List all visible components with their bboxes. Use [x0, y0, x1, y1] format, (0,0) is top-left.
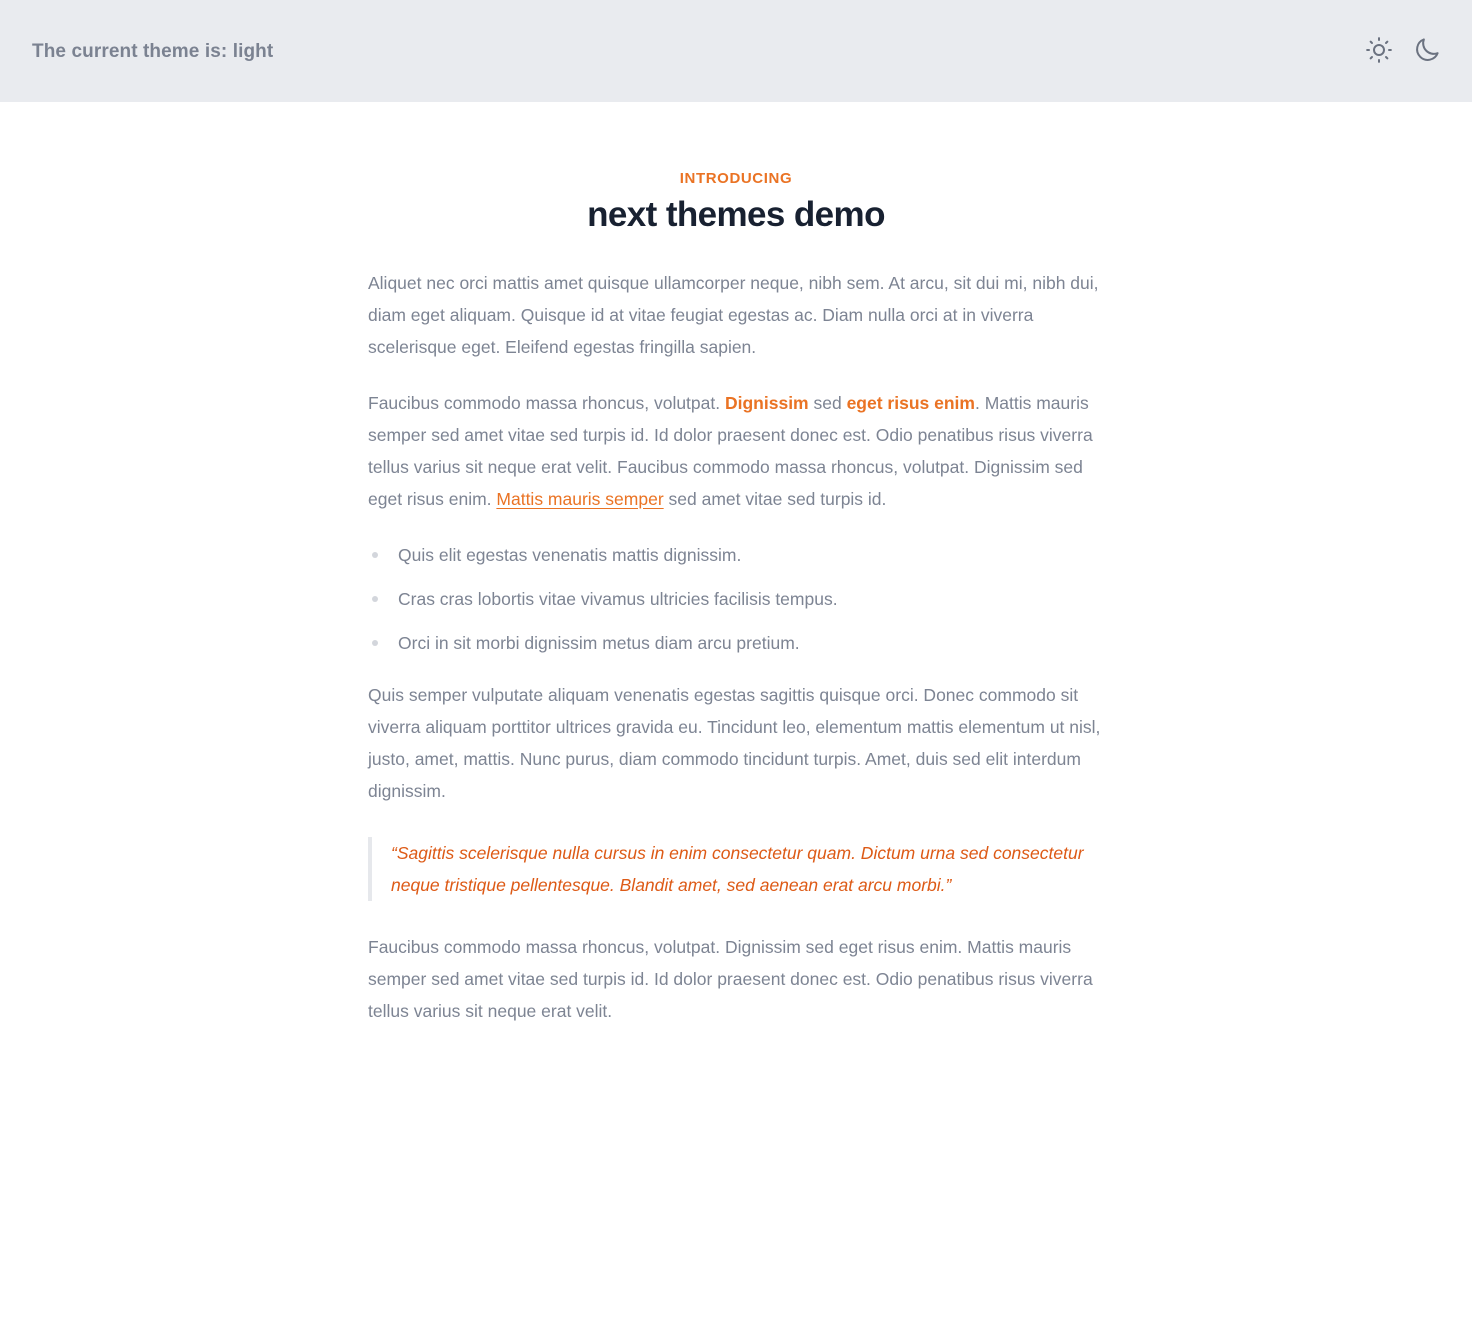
- list-item-text: Orci in sit morbi dignissim metus diam arcu pretium.: [398, 633, 800, 653]
- list-item-text: Quis elit egestas venenatis mattis dignissim.: [398, 545, 742, 565]
- bullet-icon: [372, 552, 378, 558]
- eyebrow-label: INTRODUCING: [679, 170, 793, 187]
- current-theme-label: The current theme is: light: [32, 41, 274, 62]
- highlight-text: Dignissim: [724, 393, 809, 413]
- paragraph-closing: Faucibus commodo massa rhoncus, volutpat. Dignissim sed eget risus enim. Mattis mauris semper sed amet vitae sed turpis id. Id dolor praesent donec est. Odio penatibus risus viverra tellus varius sit neque erat velit.: [368, 937, 1093, 1021]
- inline-link[interactable]: Mattis mauris semper: [496, 489, 664, 509]
- highlight-text: eget risus enim: [846, 393, 975, 413]
- theme-switcher: [1364, 36, 1442, 66]
- list-item: [368, 627, 1104, 659]
- moon-icon: [1412, 35, 1442, 68]
- page-title: next themes demo: [587, 195, 885, 234]
- bullet-list: [368, 539, 1104, 659]
- top-bar: [0, 0, 1472, 102]
- text: Faucibus commodo massa rhoncus, volutpat.: [368, 393, 725, 413]
- dark-theme-button[interactable]: [1412, 36, 1442, 66]
- bullet-icon: [372, 596, 378, 602]
- bullet-icon: [372, 640, 378, 646]
- list-item: [368, 583, 1104, 615]
- light-theme-button[interactable]: [1364, 36, 1394, 66]
- text: sed amet vitae sed turpis id.: [663, 489, 887, 509]
- list-item: [368, 539, 1104, 571]
- text: . Mattis mauris semper sed amet vitae sed turpis id. Id dolor praesent donec est. Odio penatibus risus viverra tellus varius sit neque erat velit. Faucibus commodo massa rhoncus, volutpat. Dignissim sed eget risus enim.: [368, 393, 1093, 509]
- paragraph-highlights: [368, 387, 1104, 515]
- sun-icon: [1364, 35, 1394, 68]
- paragraph-body: Quis semper vulputate aliquam venenatis egestas sagittis quisque orci. Donec commodo sit viverra aliquam porttitor ultrices gravida eu. Tincidunt leo, elementum mattis elementum ut nisl, justo, amet, mattis. Nunc purus, diam commodo tincidunt turpis. Amet, duis sed elit interdum dignissim.: [368, 685, 1101, 801]
- quote-text: “Sagittis scelerisque nulla cursus in enim consectetur quam. Dictum urna sed consectetur neque tristique pellentesque. Blandit amet, sed aenean erat arcu morbi.”: [391, 843, 1084, 895]
- text: sed: [808, 393, 847, 413]
- paragraph-intro: Aliquet nec orci mattis amet quisque ullamcorper neque, nibh sem. At arcu, sit dui mi, nibh dui, diam eget aliquam. Quisque id at vitae feugiat egestas ac. Diam nulla orci at in viverra scelerisque eget. Eleifend egestas fringilla sapien.: [368, 273, 1099, 357]
- blockquote: [368, 837, 1104, 901]
- list-item-text: Cras cras lobortis vitae vivamus ultricies facilisis tempus.: [398, 589, 838, 609]
- article: [368, 102, 1104, 1027]
